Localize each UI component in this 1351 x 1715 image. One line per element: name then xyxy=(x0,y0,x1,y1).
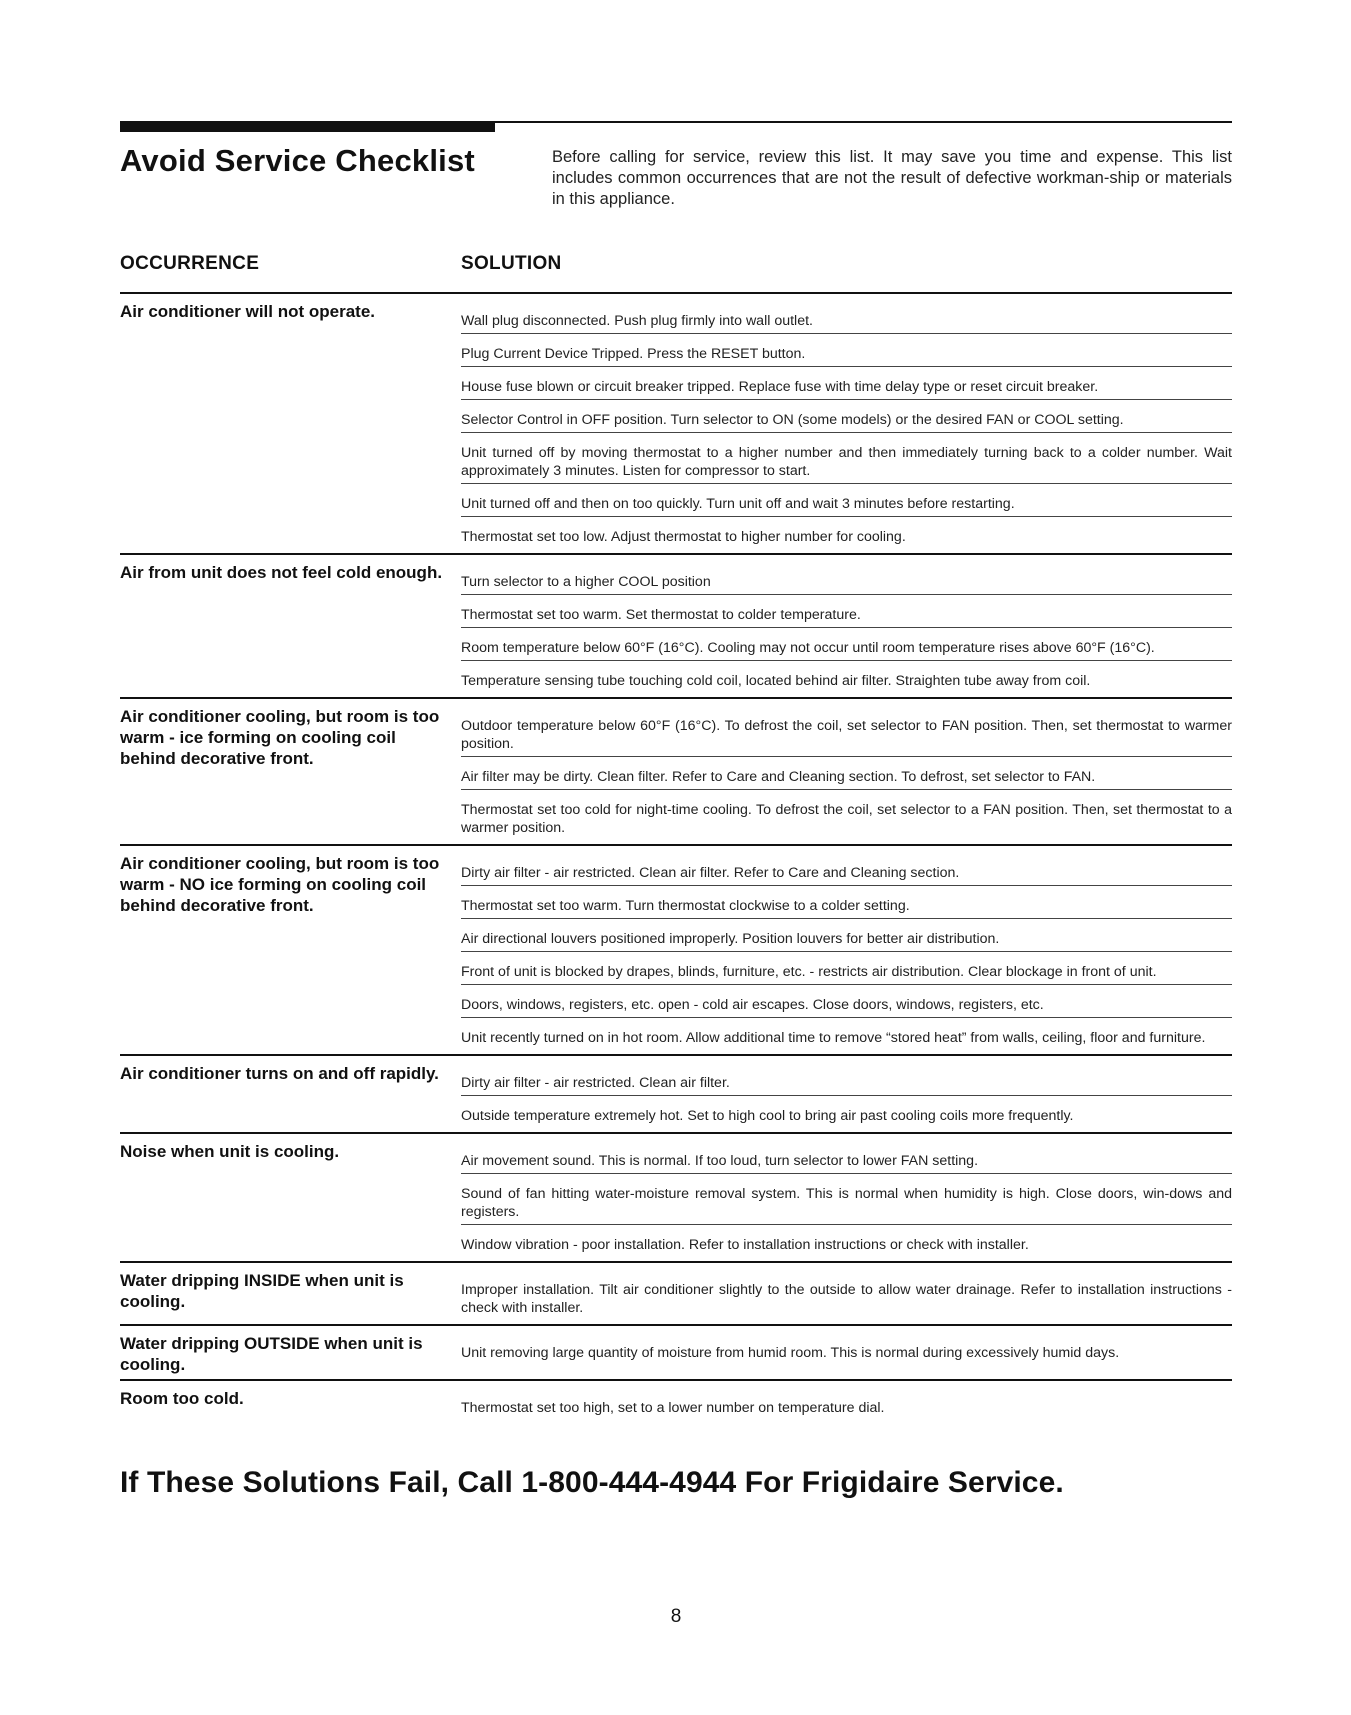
checklist-section xyxy=(120,1261,1232,1324)
checklist-section xyxy=(120,1324,1232,1379)
solution-list xyxy=(461,853,1232,1050)
checklist-section xyxy=(120,1379,1232,1424)
occurrence-label: Air conditioner turns on and off rapidly. xyxy=(120,1064,439,1083)
occurrence-label: Water dripping INSIDE when unit is cooling. xyxy=(120,1271,404,1311)
solution-item: Outdoor temperature below 60°F (16°C). To defrost the coil, set selector to FAN position. Then, set thermostat to warmer position. xyxy=(461,715,1232,757)
checklist-section xyxy=(120,1132,1232,1261)
column-header-solution: SOLUTION xyxy=(461,253,562,274)
checklist-section xyxy=(120,1054,1232,1132)
solution-list xyxy=(461,301,1232,549)
occurrence-label: Noise when unit is cooling. xyxy=(120,1142,340,1161)
solution-item: Wall plug disconnected. Push plug firmly into wall outlet. xyxy=(461,310,1232,334)
solution-item: Plug Current Device Tripped. Press the RESET button. xyxy=(461,343,1232,367)
checklist-section xyxy=(120,697,1232,844)
solution-item: Improper installation. Tilt air conditioner slightly to the outside to allow water drainage. Refer to installation instructions - check with installer. xyxy=(461,1282,1232,1316)
solution-item: Dirty air filter - air restricted. Clean air filter. xyxy=(461,1072,1232,1096)
solution-item: Thermostat set too high, set to a lower number on temperature dial. xyxy=(461,1400,885,1416)
solution-item: Air directional louvers positioned improperly. Position louvers for better air distribution. xyxy=(461,928,1232,952)
checklist-section xyxy=(120,292,1232,553)
solution-item: Outside temperature extremely hot. Set to high cool to bring air past cooling coils more frequently. xyxy=(461,1108,1074,1124)
solution-item: Window vibration - poor installation. Refer to installation instructions or check with installer. xyxy=(461,1237,1029,1253)
solution-list xyxy=(461,706,1232,840)
solution-list xyxy=(461,1388,1232,1420)
solution-item: Thermostat set too low. Adjust thermostat to higher number for cooling. xyxy=(461,529,906,545)
solution-item: Unit turned off and then on too quickly. Turn unit off and wait 3 minutes before restarting. xyxy=(461,493,1232,517)
solution-item: Temperature sensing tube touching cold coil, located behind air filter. Straighten tube away from coil. xyxy=(461,673,1091,689)
solution-item: Unit turned off by moving thermostat to a higher number and then immediately turning back to a colder number. Wait approximately 3 minutes. Listen for compressor to start. xyxy=(461,442,1232,484)
solution-list xyxy=(461,1063,1232,1128)
checklist xyxy=(120,292,1232,1424)
solution-item: Room temperature below 60°F (16°C). Cooling may not occur until room temperature rises above 60°F (16°C). xyxy=(461,637,1232,661)
service-call-banner: If These Solutions Fail, Call 1-800-444-4944 For Frigidaire Service. xyxy=(120,1466,1064,1499)
solution-list xyxy=(461,1141,1232,1257)
intro-paragraph: Before calling for service, review this list. It may save you time and expense. This list includes common occurrences that are not the result of defective workman-ship or materials in this appliance. xyxy=(552,148,1232,208)
solution-item: Unit removing large quantity of moisture from humid room. This is normal during excessively humid days. xyxy=(461,1345,1120,1361)
solution-list xyxy=(461,1270,1232,1320)
solution-item: Unit recently turned on in hot room. Allow additional time to remove “stored heat” from walls, ceiling, floor and furniture. xyxy=(461,1030,1206,1046)
header-rule-accent xyxy=(120,121,495,132)
solution-item: Doors, windows, registers, etc. open - cold air escapes. Close doors, windows, registers, etc. xyxy=(461,994,1232,1018)
occurrence-label: Air from unit does not feel cold enough. xyxy=(120,563,443,582)
occurrence-label: Water dripping OUTSIDE when unit is cooling. xyxy=(120,1334,423,1374)
solution-item: Front of unit is blocked by drapes, blinds, furniture, etc. - restricts air distribution. Clear blockage in front of unit. xyxy=(461,961,1232,985)
checklist-section xyxy=(120,844,1232,1054)
solution-item: Thermostat set too warm. Set thermostat to colder temperature. xyxy=(461,604,1232,628)
occurrence-label: Air conditioner will not operate. xyxy=(120,302,376,321)
solution-item: Thermostat set too warm. Turn thermostat clockwise to a colder setting. xyxy=(461,895,1232,919)
solution-item: Air movement sound. This is normal. If too loud, turn selector to lower FAN setting. xyxy=(461,1150,1232,1174)
solution-item: Selector Control in OFF position. Turn selector to ON (some models) or the desired FAN or COOL setting. xyxy=(461,409,1232,433)
solution-item: Dirty air filter - air restricted. Clean air filter. Refer to Care and Cleaning section. xyxy=(461,862,1232,886)
solution-item: Turn selector to a higher COOL position xyxy=(461,571,1232,595)
solution-item: Sound of fan hitting water-moisture removal system. This is normal when humidity is high. Close doors, win-dows and registers. xyxy=(461,1183,1232,1225)
occurrence-label: Air conditioner cooling, but room is too warm - NO ice forming on cooling coil behind decorative front. xyxy=(120,854,440,915)
occurrence-label: Room too cold. xyxy=(120,1389,244,1408)
solution-item: Thermostat set too cold for night-time cooling. To defrost the coil, set selector to a FAN position. Then, set thermostat to a warmer position. xyxy=(461,802,1232,836)
solution-list xyxy=(461,1333,1232,1375)
page-number: 8 xyxy=(670,1606,682,1627)
solution-item: House fuse blown or circuit breaker tripped. Replace fuse with time delay type or reset circuit breaker. xyxy=(461,376,1232,400)
occurrence-label: Air conditioner cooling, but room is too warm - ice forming on cooling coil behind decorative front. xyxy=(120,707,440,768)
column-header-occurrence: OCCURRENCE xyxy=(120,253,260,274)
page-title: Avoid Service Checklist xyxy=(120,143,475,178)
solution-list xyxy=(461,562,1232,693)
solution-item: Air filter may be dirty. Clean filter. Refer to Care and Cleaning section. To defrost, set selector to FAN. xyxy=(461,766,1232,790)
checklist-section xyxy=(120,553,1232,697)
